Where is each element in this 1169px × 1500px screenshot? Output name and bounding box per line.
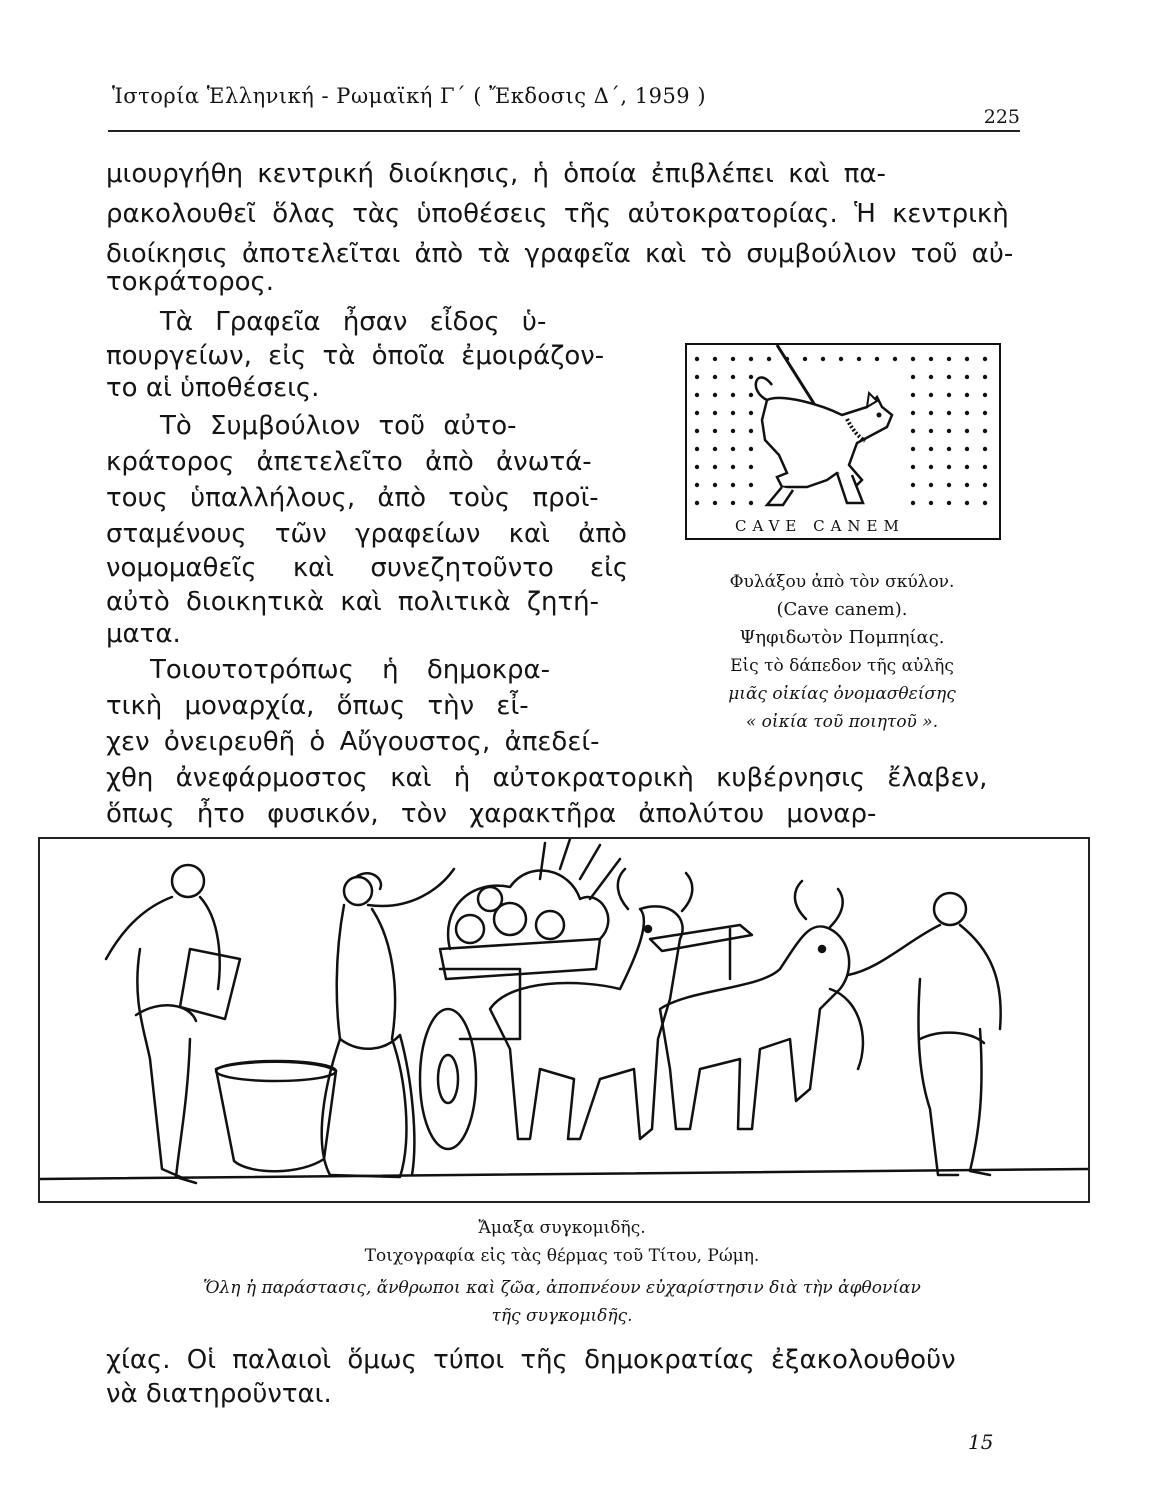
- running-header: [108, 74, 1020, 132]
- text-line-5: Τὰ Γραφεῖα ἦσαν εἶδος ὑ-: [160, 307, 547, 337]
- harvest-cart-fresco-image: [40, 839, 1088, 1201]
- text-line-18: χθη ἀνεφάρμοστος καὶ ἡ αὐτοκρατορικὴ κυβέρνησις ἔλαβεν,: [106, 763, 988, 793]
- page-number: 225: [983, 106, 1020, 128]
- mosaic-caption-line-2: (Cave canem).: [776, 599, 908, 620]
- text-line-1: μιουργήθη κεντρική διοίκησις, ἡ ὁποία ἐπιβλέπει καὶ πα-: [106, 159, 886, 189]
- mosaic-caption-line-6: « οἰκία τοῦ ποιητοῦ ».: [745, 712, 939, 732]
- text-line-10: τους ὑπαλλήλους, ἀπὸ τοὺς προϊ-: [106, 483, 599, 513]
- text-line-20: χίας. Οἱ παλαιοὶ ὅμως τύποι τῆς δημοκρατίας ἐξακολουθοῦν: [106, 1345, 956, 1375]
- text-line-15: Τοιουτοτρόπως ἡ δημοκρα-: [150, 655, 551, 685]
- text-line-6: πουργείων, εἰς τὰ ὁποῖα ἐμοιράζον-: [106, 341, 605, 371]
- dog-mosaic-image: [687, 345, 999, 538]
- text-line-17: χεν ὀνειρευθῆ ὁ Αὔγουστος, ἀπεδεί-: [106, 727, 600, 757]
- text-line-19: ὅπως ἦτο φυσικόν, τὸν χαρακτῆρα ἀπολύτου μοναρ-: [106, 799, 877, 829]
- header-title: Ἱστορία Ἑλληνική - Ρωμαϊκή Γ΄ ( Ἔκδοσις Δ΄, 1959 ): [112, 84, 707, 108]
- mosaic-caption-line-3: Ψηφιδωτὸν Πομπηίας.: [739, 627, 945, 648]
- mosaic-caption-line-1: Φυλάξου ἀπὸ τὸν σκύλον.: [729, 572, 955, 592]
- fresco-caption-line-4: τῆς συγκομιδῆς.: [491, 1306, 633, 1326]
- fresco-caption-line-2: Τοιχογραφία εἰς τὰς θέρμας τοῦ Τίτου, Ρώμη.: [364, 1246, 760, 1266]
- fresco-caption-line-3: Ὅλη ἡ παράστασις, ἄνθρωποι καὶ ζῶα, ἀποπνέουν εὐχαρίστησιν διὰ τὴν ἀφθονίαν: [203, 1278, 921, 1298]
- mosaic-caption-line-5: μιᾶς οἰκίας ὀνομασθείσης: [728, 684, 956, 704]
- text-line-9: κράτορος ἀπετελεῖτο ἀπὸ ἀνωτά-: [106, 447, 592, 477]
- mosaic-figure: [685, 343, 1001, 540]
- text-line-16: τικὴ μοναρχία, ὅπως τὴν εἶ-: [106, 691, 529, 721]
- text-line-7: το αἱ ὑποθέσεις.: [106, 373, 320, 403]
- mosaic-caption-line-4: Εἰς τὸ δάπεδον τῆς αὐλῆς: [730, 656, 954, 676]
- mosaic-inscription: CAVE CANEM: [735, 517, 905, 535]
- text-line-2: ρακολουθεῖ ὅλας τὰς ὑποθέσεις τῆς αὐτοκρατορίας. Ἡ κεντρικὴ: [106, 199, 1009, 229]
- text-line-21: νὰ διατηροῦνται.: [106, 1379, 332, 1409]
- text-line-3: διοίκησις ἀποτελεῖται ἀπὸ τὰ γραφεῖα καὶ τὸ συμβούλιον τοῦ αὐ-: [106, 239, 1014, 269]
- text-line-8: Τὸ Συμβούλιον τοῦ αὐτο-: [160, 411, 517, 441]
- fresco-caption-line-1: Ἄμαξα συγκομιδῆς.: [478, 1218, 646, 1238]
- text-line-14: ματα.: [106, 619, 181, 649]
- text-line-11: σταμένους τῶν γραφείων καὶ ἀπὸ: [106, 519, 627, 549]
- text-line-13: αὐτὸ διοικητικὰ καὶ πολιτικὰ ζητή-: [106, 587, 599, 617]
- text-line-12: νομομαθεῖς καὶ συνεζητοῦντο εἰς: [106, 553, 629, 583]
- text-line-4: τοκράτορος.: [106, 267, 275, 297]
- folio-number: 15: [968, 1430, 994, 1454]
- fresco-figure: [38, 837, 1090, 1203]
